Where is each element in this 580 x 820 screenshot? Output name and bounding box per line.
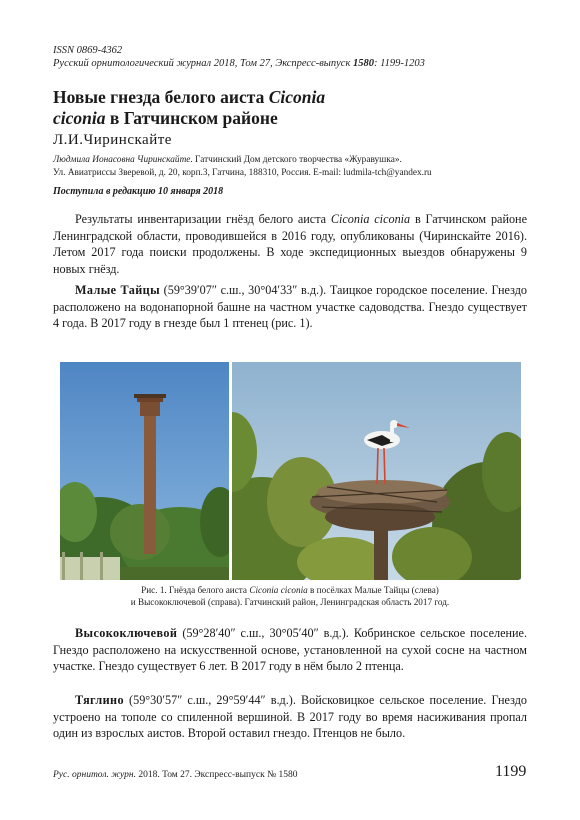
intro-text-start: Результаты инвентаризации гнёзд белого аиста — [75, 212, 331, 226]
caption-start: Рис. 1. Гнёзда белого аиста — [141, 585, 250, 595]
article-title — [53, 87, 513, 129]
site-malye-taitsy — [53, 282, 527, 332]
author-affiliation — [53, 154, 533, 179]
page-range: : 1199-1203 — [374, 58, 425, 69]
received-date: Поступила в редакцию 10 января 2018 — [53, 186, 224, 197]
affiliation-name: Людмила Ионасовна Чиринскайте — [53, 155, 191, 165]
site-tyaglino — [53, 692, 527, 742]
footer-issue: 2018. Том 27. Экспресс-выпуск № 1580 — [135, 770, 298, 780]
caption-species: Ciconia ciconia — [249, 585, 308, 595]
intro-paragraph — [53, 211, 527, 277]
affiliation-address: Ул. Авиатриссы Зверевой, д. 20, корп.3, Гатчина, 188310, Россия. E-mail: ludmila-tch@yandex.ru — [53, 167, 432, 178]
issn: ISSN 0869-4362 — [53, 45, 123, 56]
intro-species: Ciconia ciconia — [330, 212, 411, 226]
site2-text: (59°28′40″ с.ш., 30°05′40″ в.д.). Кобринское сельское поселение. Гнездо расположено на искусственной основе, установленной на сухой сосне на частном участке. Гнездо существует 6 лет. В 2017 году в нём было 2 птенца. — [53, 626, 527, 674]
caption-line2: и Высокоключевой (справа). Гатчинский район, Ленинградская область 2017 год. — [130, 597, 450, 607]
footer-journal: Рус. орнитол. журн. — [53, 770, 136, 780]
title-part2: в Гатчинском районе — [105, 108, 278, 128]
site1-text: (59°39′07″ с.ш., 30°04′33″ в.д.). Таицкое городское поселение. Гнездо расположено на водонапорной башне на частном участке садоводства. Гнездо существует 4 года. В 2017 году в гнезде был 1 птенец (рис. 1). — [53, 283, 527, 331]
caption-line1-end: в посёлках Малые Тайцы (слева) — [307, 585, 439, 595]
site-vysokoklyuchevoy — [53, 625, 527, 675]
author-name: Л.И.Чиринскайте — [53, 132, 172, 148]
journal-citation — [53, 57, 425, 70]
site3-name: Тяглино — [75, 693, 124, 707]
affiliation-org: . Гатчинский Дом детского творчества «Журавушка». — [190, 155, 402, 165]
figure-caption — [53, 584, 527, 608]
site2-name: Высокоключевой — [75, 626, 178, 640]
title-species: ciconia — [53, 108, 106, 128]
journal-prefix: Русский орнитологический журнал 2018, Том 27, Экспресс-выпуск — [53, 58, 353, 69]
site3-text: (59°30′57″ с.ш., 29°59′44″ в.д.). Войсковицкое сельское поселение. Гнездо устроено на тополе со спиленной вершиной. В 2017 году во время насиживания пропал один из взрослых аистов. Второй оставил гнездо. Птенцов не было. — [53, 693, 527, 741]
title-genus: Ciconia — [268, 87, 326, 107]
photo-water-tower — [60, 362, 229, 580]
page-number: 1199 — [495, 763, 527, 780]
title-part1: Новые гнезда белого аиста — [53, 87, 269, 107]
issue-number: 1580 — [353, 58, 374, 69]
photo-stork-nest — [232, 362, 521, 580]
site1-name: Малые Тайцы — [75, 283, 161, 297]
intro-text-end: в Гатчинском районе Ленинградской области, проводившейся в 2016 году, опубликованы (Чиринскайте 2016). Летом 2017 года поиски продолжены. В ходе экспедиционных выездов обнаружены 9 новых гнёзд. — [53, 212, 527, 276]
footer-citation — [53, 770, 298, 780]
